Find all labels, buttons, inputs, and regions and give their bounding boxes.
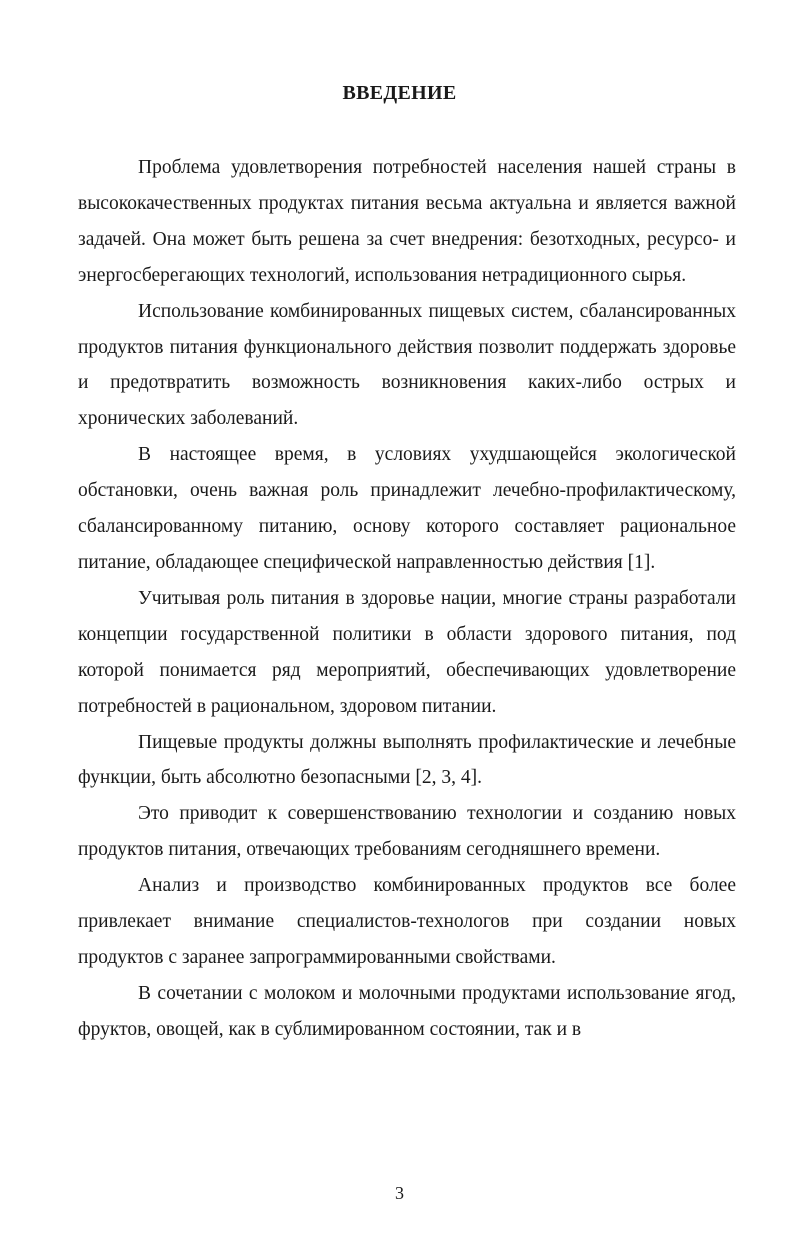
paragraph-8: В сочетании с молоком и молочными продуктами использование ягод, фруктов, овощей, как в сублимированном состоянии, так и в	[78, 982, 736, 1040]
page-title: ВВЕДЕНИЕ	[342, 82, 457, 104]
paragraph-3: В настоящее время, в условиях ухудшающейся экологической обстановки, очень важная роль принадлежит лечебно-профилактическому, сбалансированному питанию, основу которого составляет рациональное питание, обладающее специфической направленностью действия [1].	[78, 444, 736, 573]
paragraph-2: Использование комбинированных пищевых систем, сбалансированных продуктов питания функционального действия позволит поддержать здоровье и предотвратить возможность возникновения каких-либо острых и хронических заболеваний.	[78, 300, 736, 430]
paragraph-7: Анализ и производство комбинированных продуктов все более привлекает внимание специалистов-технологов при создании новых продуктов с заранее запрограммированными свойствами.	[78, 875, 736, 968]
paragraph-4: Учитывая роль питания в здоровье нации, многие страны разработали концепции государственной политики в области здорового питания, под которой понимается ряд мероприятий, обеспечивающих удовлетворение потребностей в рациональном, здоровом питании.	[78, 587, 736, 717]
paragraph-6: Это приводит к совершенствованию технологии и созданию новых продуктов питания, отвечающих требованиям сегодняшнего времени.	[78, 803, 736, 861]
page-number: 3	[395, 1183, 404, 1203]
paragraph-1: Проблема удовлетворения потребностей населения нашей страны в высококачественных продуктах питания весьма актуальна и является важной задачей. Она может быть решена за счет внедрения: безотходных, ресурсо- и энергосберегающих технологий, использования нетрадиционного сырья.	[78, 157, 736, 286]
paragraph-5: Пищевые продукты должны выполнять профилактические и лечебные функции, быть абсолютно безопасными [2, 3, 4].	[78, 731, 736, 789]
body-text	[78, 150, 736, 1048]
